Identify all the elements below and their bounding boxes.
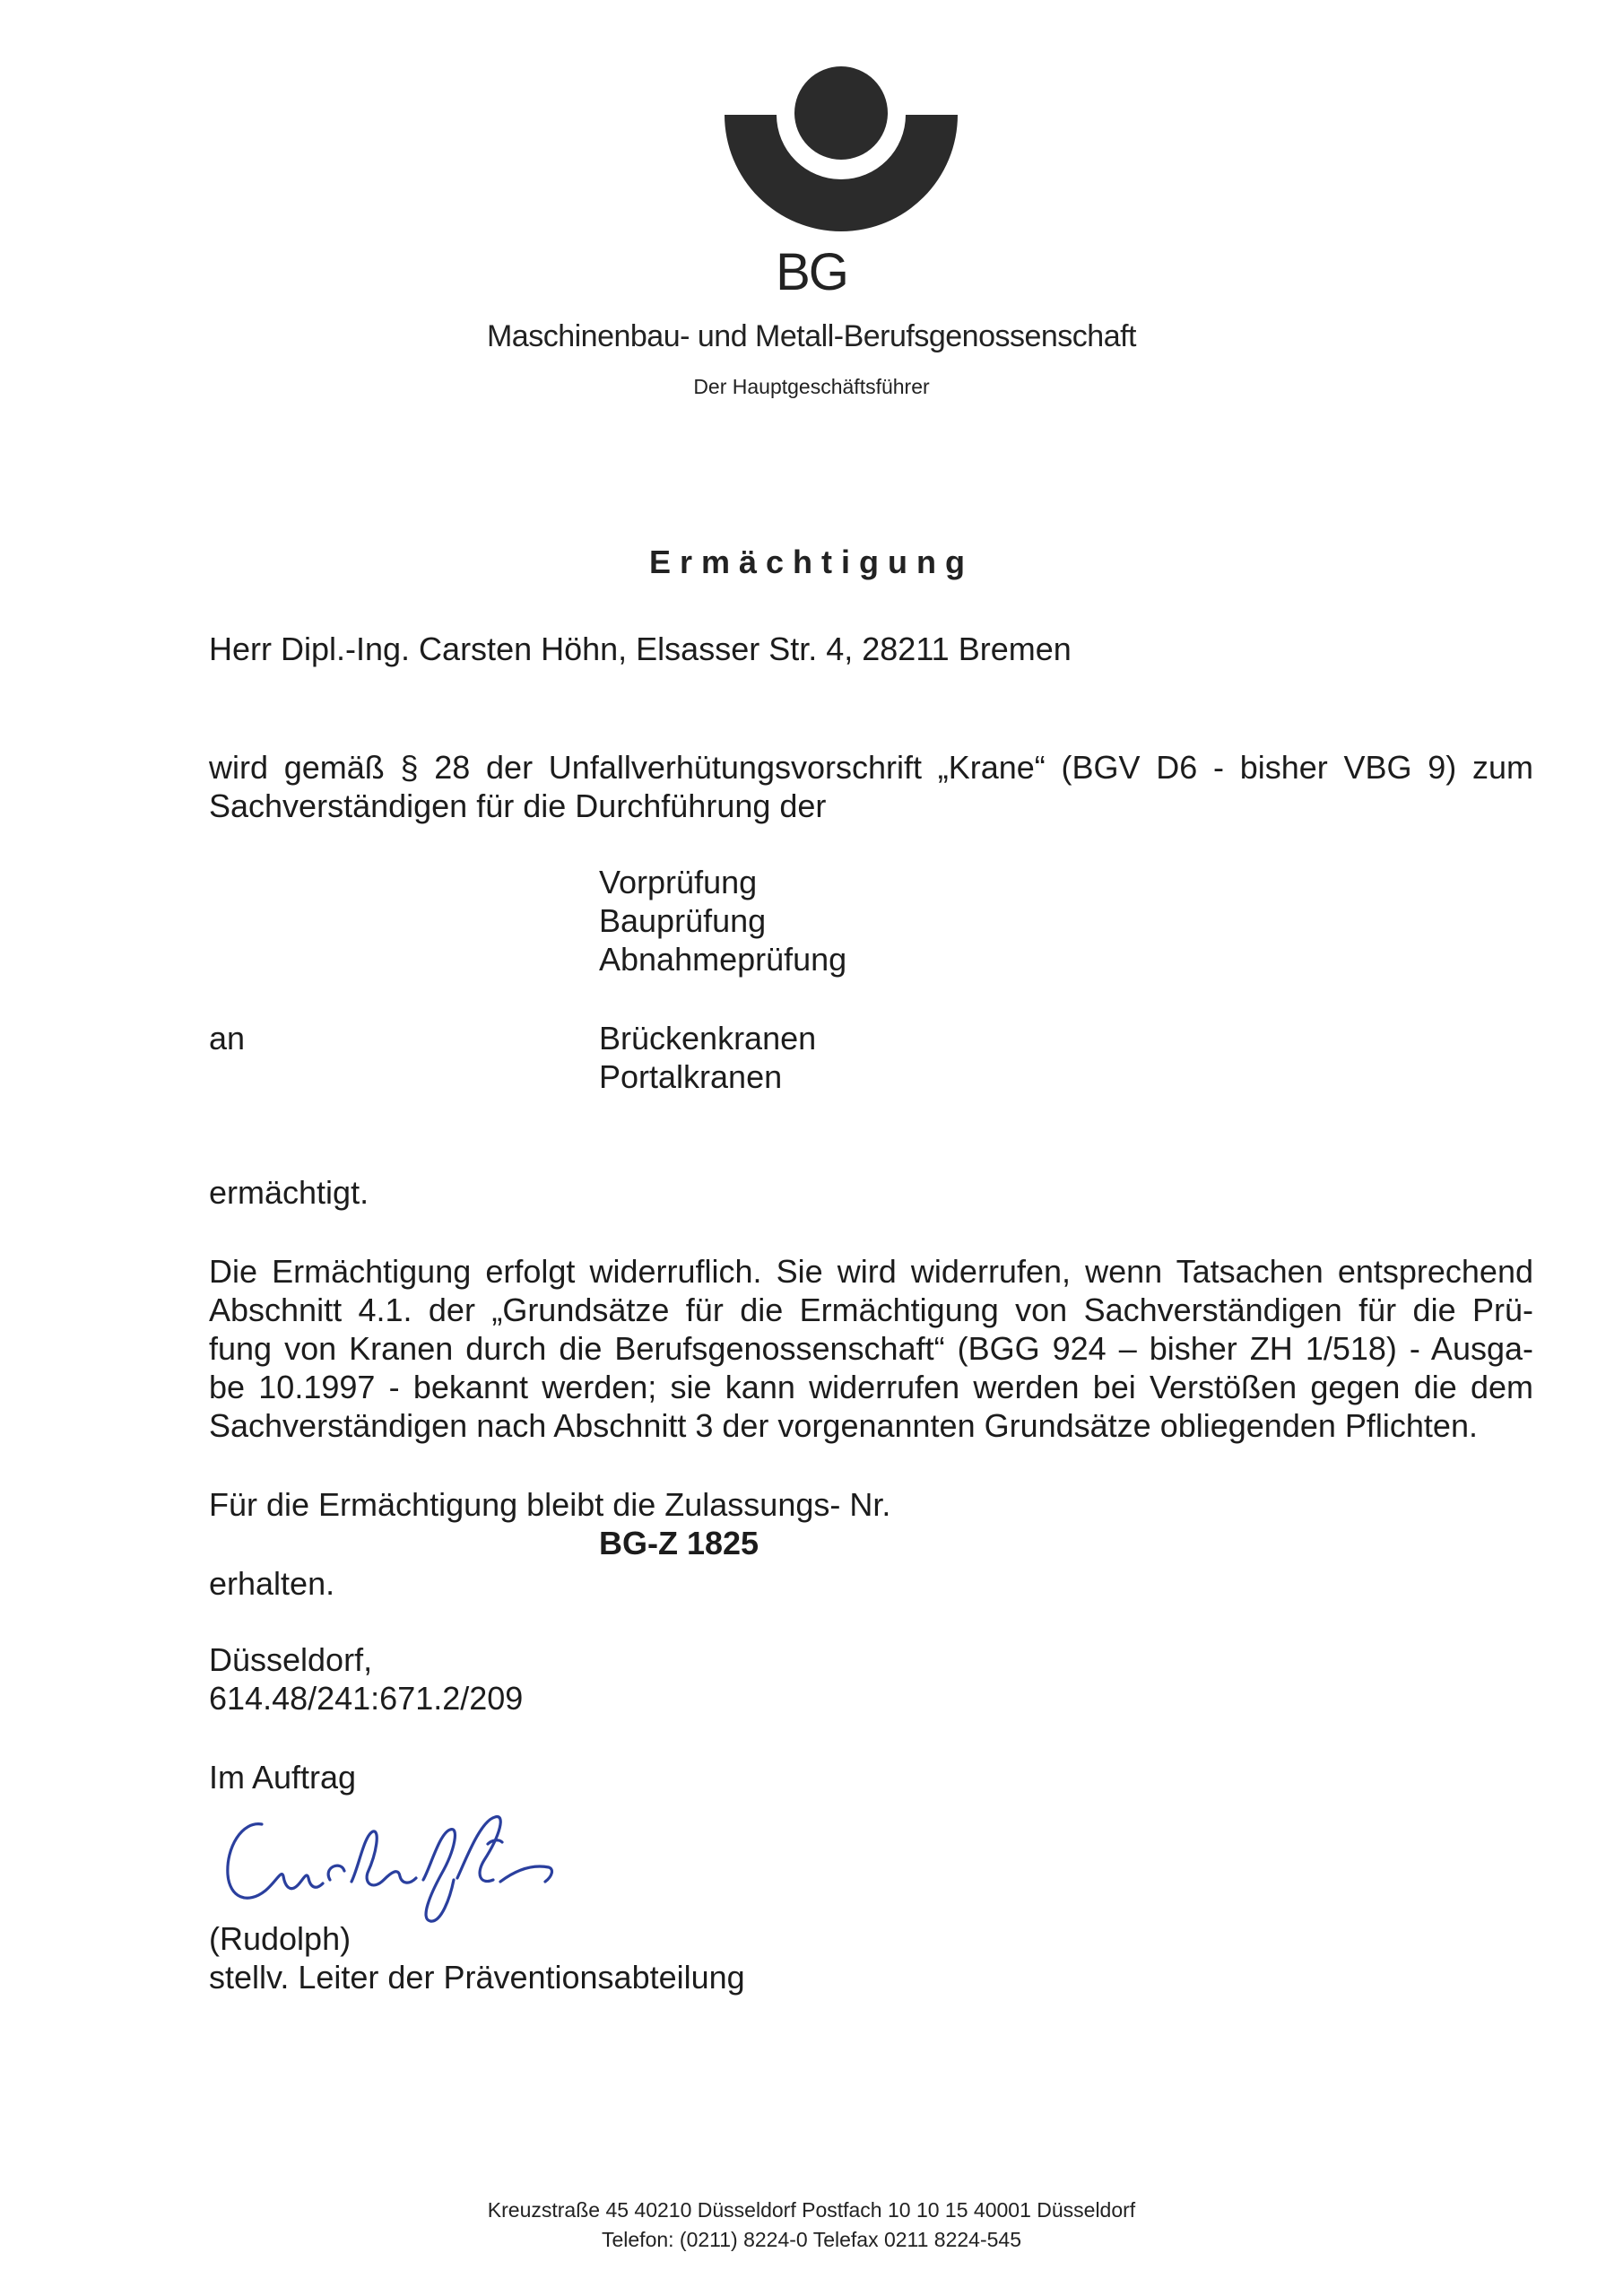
approval-outro: erhalten. — [209, 1565, 335, 1602]
intro-line-2: Sachverständigen für die Durchführung der — [209, 787, 827, 824]
paragraph-line: Die Ermächtigung erfolgt widerruflich. Sie wird widerrufen, wenn Tatsachen entsprechend — [209, 1253, 1533, 1290]
intro-line-1: wird gemäß § 28 der Unfallverhütungsvorschrift „Krane“ (BGV D6 - bisher VBG 9) zum — [209, 749, 1533, 786]
signature — [215, 1805, 601, 1930]
footer-address: Kreuzstraße 45 40210 Düsseldorf Postfach 10 10 15 40001 Düsseldorf — [487, 2198, 1136, 2222]
organization-name: Maschinenbau- und Metall-Berufsgenossenschaft — [486, 319, 1137, 353]
list-item: Vorprüfung — [599, 864, 758, 900]
recipient: Herr Dipl.-Ing. Carsten Höhn, Elsasser Str. 4, 28211 Bremen — [209, 631, 1072, 667]
document-title: Ermächtigung — [648, 544, 974, 580]
list-item: Brückenkranen — [599, 1020, 817, 1057]
an-label: an — [209, 1020, 246, 1057]
revocation-paragraph — [209, 1252, 1533, 1445]
place: Düsseldorf, — [209, 1641, 373, 1678]
paragraph-line: be 10.1997 - bekannt werden; sie kann widerrufen werden bei Verstößen gegen die dem — [209, 1369, 1533, 1405]
paragraph-line: fung von Kranen durch die Berufsgenossenschaft“ (BGG 924 – bisher ZH 1/518) - Ausga- — [209, 1330, 1533, 1367]
brand-code: BG — [776, 243, 847, 301]
signatory-role: stellv. Leiter der Präventionsabteilung — [209, 1959, 745, 1996]
reference-number: 614.48/241:671.2/209 — [209, 1680, 524, 1717]
approval-number: BG-Z 1825 — [599, 1525, 759, 1561]
list-item: Portalkranen — [599, 1058, 783, 1095]
on-behalf: Im Auftrag — [209, 1759, 357, 1796]
list-item: Bauprüfung — [599, 902, 767, 939]
crane-list — [599, 1019, 816, 1096]
paragraph-line: Sachverständigen nach Abschnitt 3 der vorgenannten Grundsätze obliegenden Pflichten. — [209, 1407, 1478, 1444]
footer-phone: Telefon: (0211) 8224-0 Telefax 0211 8224-545 — [601, 2228, 1022, 2251]
approval-intro: Für die Ermächtigung bleibt die Zulassungs- Nr. — [209, 1486, 891, 1523]
department-name: Der Hauptgeschäftsführer — [693, 375, 930, 398]
authorized-text: ermächtigt. — [209, 1174, 369, 1211]
paragraph-line: Abschnitt 4.1. der „Grundsätze für die Ermächtigung von Sachverständigen für die Prü- — [209, 1292, 1533, 1328]
inspection-list — [599, 863, 846, 978]
signatory-name: (Rudolph) — [209, 1920, 352, 1957]
list-item: Abnahmeprüfung — [599, 941, 847, 978]
